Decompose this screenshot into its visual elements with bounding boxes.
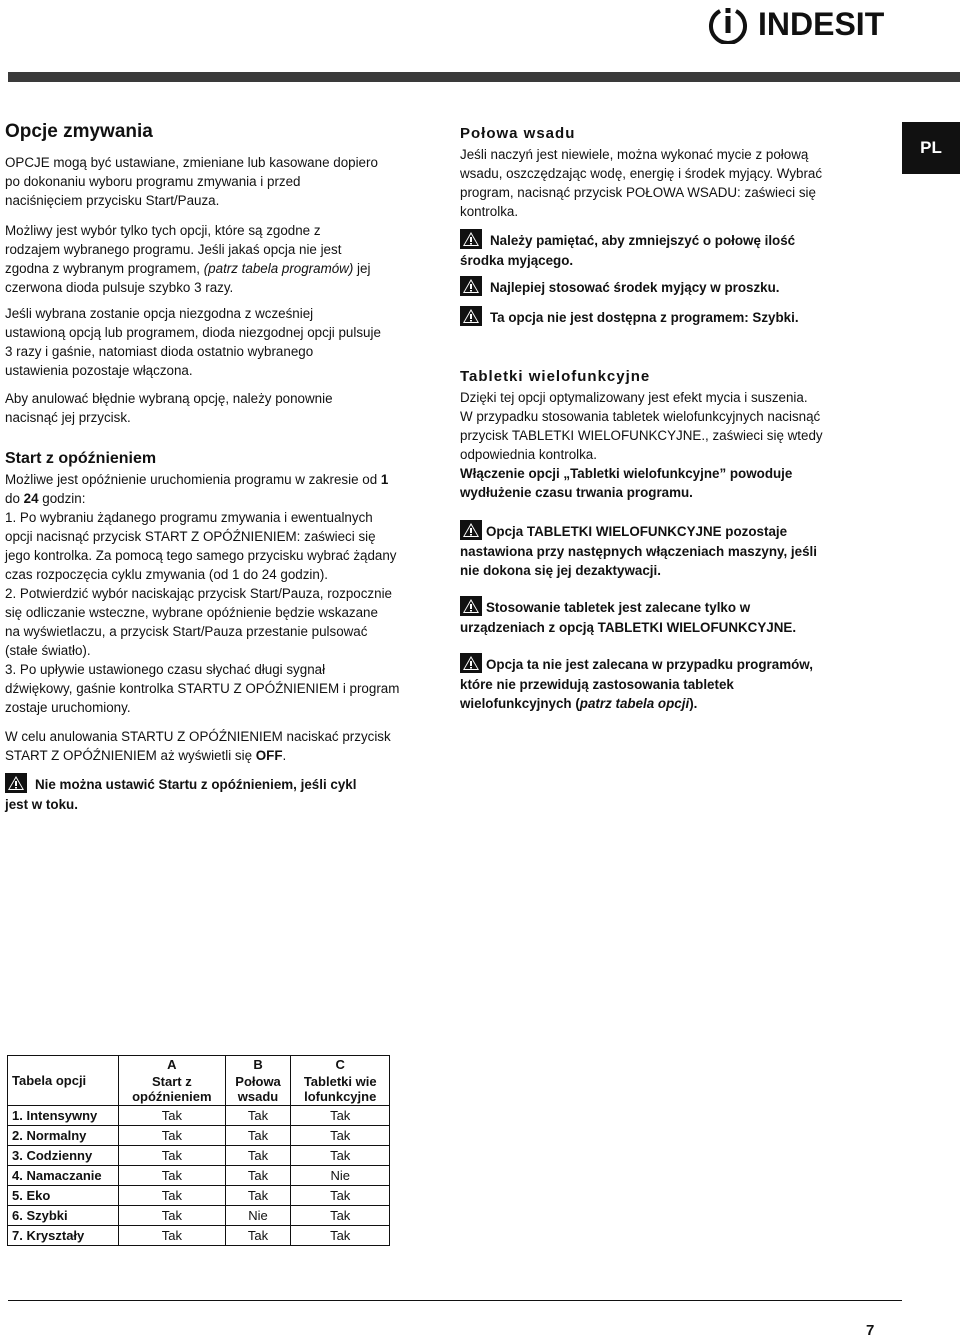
table-cell: Tak xyxy=(291,1226,390,1246)
text-line: 2. Potwierdzić wybór naciskając przycisk Start/Pauza, rozpocznie xyxy=(5,586,392,601)
text-line: Włączenie opcji „Tabletki wielofunkcyjne” powoduje xyxy=(460,466,793,481)
section-title-polowa: Połowa wsadu xyxy=(460,125,576,142)
table-cell: Nie xyxy=(225,1206,291,1226)
page-number: 7 xyxy=(866,1322,875,1339)
text-line: które nie przewidują zastosowania tabletek xyxy=(460,676,734,692)
text-line: dźwiękowy, gaśnie kontrolka STARTU Z OPÓŹNIENIEM i program xyxy=(5,681,400,696)
text-line: OPCJE mogą być ustawiane, zmieniane lub kasowane dopiero xyxy=(5,155,378,170)
text-line xyxy=(460,520,817,542)
table-cell: Tak xyxy=(291,1106,390,1126)
table-cell: Tak xyxy=(291,1206,390,1226)
text-line: ustawioną opcją lub programem, dioda niezgodnej opcji pulsuje xyxy=(5,325,381,340)
text-run: START Z OPÓŹNIENIEM aż wyświetli się xyxy=(5,748,256,763)
table-cell: Tak xyxy=(291,1186,390,1206)
table-row xyxy=(8,1226,390,1246)
text-line: środka myjącego. xyxy=(460,252,574,268)
brand-name: INDESIT xyxy=(758,6,885,42)
column-header xyxy=(119,1073,226,1106)
text-run: Możliwe jest opóźnienie uruchomienia programu w zakresie od xyxy=(5,472,381,487)
polowa-warning-3 xyxy=(460,306,799,328)
text-line: ustawienia pozostaje włączona. xyxy=(5,363,193,378)
table-cell: Tak xyxy=(119,1166,226,1186)
text-line: nastawiona przy następnych włączeniach maszyny, jeśli xyxy=(460,543,817,559)
table-row xyxy=(8,1186,390,1206)
text-run: do xyxy=(5,491,24,506)
table-row xyxy=(8,1166,390,1186)
table-cell: Tak xyxy=(225,1146,291,1166)
text-line: kontrolka. xyxy=(460,204,519,219)
table-row xyxy=(8,1106,390,1126)
text-line: czas rozpoczęcia cyklu zmywania (od 1 do 24 godzin). xyxy=(5,567,329,582)
text-run: Najlepiej stosować środek myjący w proszku. xyxy=(490,280,780,295)
opcje-paragraph-4 xyxy=(5,389,333,427)
table-corner: Tabela opcji xyxy=(8,1056,119,1106)
table-row xyxy=(8,1146,390,1166)
table-cell: Tak xyxy=(225,1126,291,1146)
text-line: rodzajem wybranego programu. Jeśli jakaś opcja nie jest xyxy=(5,242,342,257)
polowa-warning-2 xyxy=(460,276,780,298)
text-line: naciśnięciem przycisku Start/Pauza. xyxy=(5,193,220,208)
text-line: na wyświetlaczu, a przycisk Start/Pauza przestanie pulsować xyxy=(5,624,368,639)
text-line: W celu anulowania STARTU Z OPÓŹNIENIEM naciskać przycisk xyxy=(5,729,391,744)
indesit-logo xyxy=(706,2,900,44)
text-line: się odliczanie wsteczne, wybrane opóźnienie będzie wskazane xyxy=(5,605,378,620)
text-line: przycisk TABLETKI WIELOFUNKCYJNE., zaświeci się wtedy xyxy=(460,428,823,443)
text-run: jej xyxy=(353,261,371,276)
row-name: 1. Intensywny xyxy=(8,1106,119,1126)
row-name: 6. Szybki xyxy=(8,1206,119,1226)
warning-icon xyxy=(460,229,482,249)
opcje-paragraph-1 xyxy=(5,153,378,210)
text-line: wsadu, oszczędzając wodę, energię i środek myjący. Wybrać xyxy=(460,166,823,181)
column-header xyxy=(291,1073,390,1106)
text-line: odpowiednia kontrolka. xyxy=(460,447,597,462)
warning-icon xyxy=(460,653,482,673)
text-run: OFF xyxy=(255,748,283,763)
tabletki-warning-2 xyxy=(460,596,796,637)
table-cell: Tak xyxy=(119,1226,226,1246)
column-header xyxy=(225,1073,291,1106)
row-name: 2. Normalny xyxy=(8,1126,119,1146)
header-line: lofunkcyjne xyxy=(304,1089,377,1104)
text-line: opcji nacisnąć przycisk START Z OPÓŹNIENIEM: zaświeci się xyxy=(5,529,376,544)
start-cancel-paragraph xyxy=(5,727,391,765)
header-bar xyxy=(8,72,960,82)
table-cell: Tak xyxy=(225,1166,291,1186)
tabletki-warning-1 xyxy=(460,520,817,581)
header-line: opóźnieniem xyxy=(132,1089,212,1104)
footer-rule xyxy=(8,1300,902,1301)
row-name: 3. Codzienny xyxy=(8,1146,119,1166)
table-cell: Tak xyxy=(291,1126,390,1146)
polowa-warning-1 xyxy=(460,229,795,270)
column-letter: A xyxy=(119,1056,226,1074)
text-line: nie dokona się jej dezaktywacji. xyxy=(460,563,661,578)
table-cell: Tak xyxy=(291,1146,390,1166)
text-line xyxy=(460,596,796,618)
row-name: 5. Eko xyxy=(8,1186,119,1206)
text-run: Należy pamiętać, aby zmniejszyć o połowę ilość xyxy=(490,233,796,248)
row-name: 7. Kryształy xyxy=(8,1226,119,1246)
text-run: wielofunkcyjnych ( xyxy=(460,696,580,711)
text-run: Ta opcja nie jest dostępna z programem: Szybki. xyxy=(490,310,799,325)
text-run: Stosowanie tabletek jest zalecane tylko w xyxy=(486,600,751,615)
text-line: Jeśli wybrana zostanie opcja niezgodna z wcześniej xyxy=(5,306,314,321)
table-cell: Tak xyxy=(225,1106,291,1126)
table-cell: Tak xyxy=(119,1206,226,1226)
text-line: 3. Po upływie ustawionego czasu słychać długi sygnał xyxy=(5,662,326,677)
section-title-opcje: Opcje zmywania xyxy=(5,121,153,142)
tabletki-paragraph xyxy=(460,388,823,502)
text-run: Opcja ta nie jest zalecana w przypadku programów, xyxy=(486,657,813,672)
text-line xyxy=(5,489,399,508)
column-letter: C xyxy=(291,1056,390,1074)
table-header-row xyxy=(8,1056,390,1074)
table-cell: Tak xyxy=(119,1126,226,1146)
text-line: (stałe światło). xyxy=(5,643,91,658)
text-line xyxy=(460,229,795,251)
text-line: czerwona dioda pulsuje szybko 3 razy. xyxy=(5,280,234,295)
text-line: 3 razy i gaśnie, natomiast dioda ostatnio wybranego xyxy=(5,344,314,359)
text-line xyxy=(460,694,813,714)
text-line: jest w toku. xyxy=(5,796,78,812)
language-tab: PL xyxy=(902,122,960,174)
options-table-reference: patrz tabela opcji xyxy=(579,696,690,711)
text-line: urządzeniach z opcją TABLETKI WIELOFUNKCYJNE. xyxy=(460,619,797,635)
tabletki-warning-3 xyxy=(460,653,813,714)
table-cell: Tak xyxy=(119,1146,226,1166)
text-line: Dzięki tej opcji optymalizowany jest efekt mycia i suszenia. xyxy=(460,390,808,405)
header-line: Start z xyxy=(151,1074,192,1089)
start-paragraph xyxy=(5,470,399,717)
text-run: 24 xyxy=(23,491,39,506)
text-run: Opcja TABLETKI WIELOFUNKCYJNE pozostaje xyxy=(486,524,788,539)
header-line: Tabletki wie xyxy=(303,1074,377,1089)
options-table xyxy=(7,1055,390,1246)
text-line: program, nacisnąć przycisk POŁOWA WSADU: zaświeci się xyxy=(460,185,816,200)
opcje-paragraph-3 xyxy=(5,304,381,380)
column-letter: B xyxy=(225,1056,291,1074)
power-logo-icon xyxy=(706,2,754,44)
start-warning xyxy=(5,773,356,814)
text-line xyxy=(5,773,356,795)
table-cell: Tak xyxy=(119,1186,226,1206)
text-run: ). xyxy=(689,696,698,711)
text-line: W przypadku stosowania tabletek wielofunkcyjnych nacisnąć xyxy=(460,409,821,424)
text-line: 1. Po wybraniu żądanego programu zmywania i ewentualnych xyxy=(5,510,373,525)
text-run: Nie można ustawić Startu z opóźnieniem, jeśli cykl xyxy=(35,777,357,792)
text-line xyxy=(5,746,391,765)
header-line: wsadu xyxy=(237,1089,279,1104)
text-line: jego kontrolka. Za pomocą tego samego przycisku wybrać żądany xyxy=(5,548,397,563)
text-run: 1 xyxy=(380,472,389,487)
text-line: Możliwy jest wybór tylko tych opcji, które są zgodne z xyxy=(5,223,321,238)
text-line xyxy=(5,259,370,278)
text-line xyxy=(5,470,399,489)
text-line: Jeśli naczyń jest niewiele, można wykonać mycie z połową xyxy=(460,147,809,162)
text-run: godzin: xyxy=(38,491,86,506)
opcje-paragraph-2 xyxy=(5,221,370,297)
section-title-tabletki: Tabletki wielofunkcyjne xyxy=(460,368,651,385)
text-line: zostaje uruchomiony. xyxy=(5,700,131,715)
row-name: 4. Namaczanie xyxy=(8,1166,119,1186)
polowa-paragraph xyxy=(460,145,822,221)
text-line: Aby anulować błędnie wybraną opcję, należy ponownie xyxy=(5,391,333,406)
warning-icon xyxy=(5,773,27,793)
text-run: zgodna z wybranym programem, xyxy=(5,261,204,276)
table-cell: Tak xyxy=(225,1186,291,1206)
warning-icon xyxy=(460,276,482,296)
table-cell: Tak xyxy=(225,1226,291,1246)
section-title-start: Start z opóźnieniem xyxy=(5,450,157,467)
text-line xyxy=(460,653,813,675)
warning-icon xyxy=(460,596,482,616)
program-table-reference: (patrz tabela programów) xyxy=(203,261,354,276)
warning-icon xyxy=(460,520,482,540)
table-cell: Tak xyxy=(119,1106,226,1126)
table-row xyxy=(8,1126,390,1146)
header-line: Połowa xyxy=(235,1074,281,1089)
text-line: wydłużenie czasu trwania programu. xyxy=(460,485,693,500)
text-line: po dokonaniu wyboru programu zmywania i przed xyxy=(5,174,301,189)
text-run: . xyxy=(282,748,287,763)
text-line: nacisnąć jej przycisk. xyxy=(5,410,131,425)
table-row xyxy=(8,1206,390,1226)
warning-icon xyxy=(460,306,482,326)
table-cell: Nie xyxy=(291,1166,390,1186)
